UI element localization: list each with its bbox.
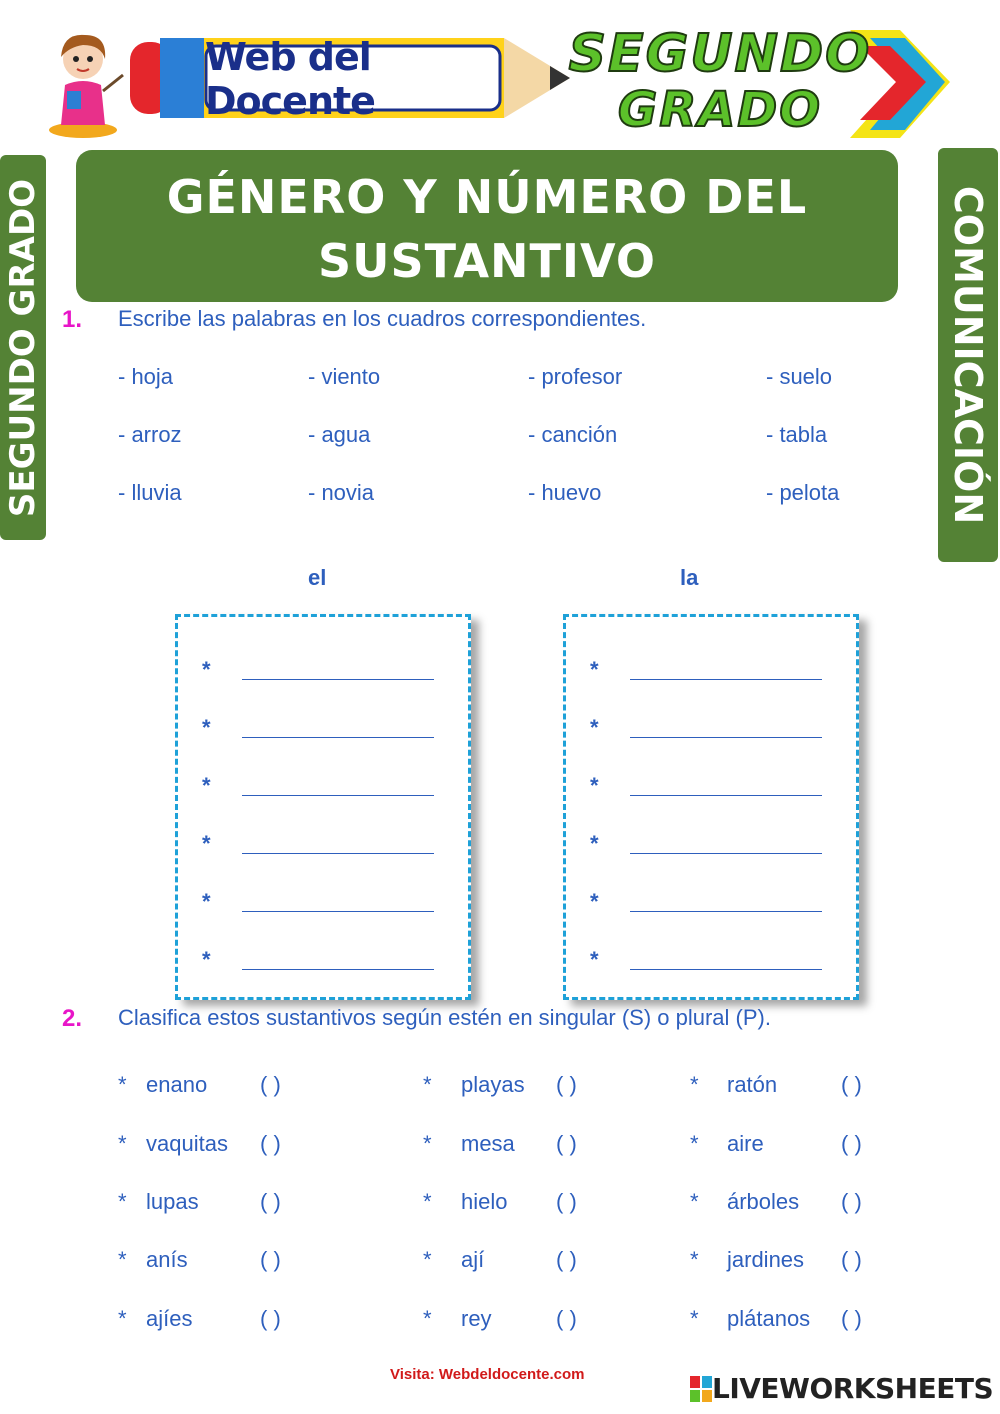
classify-item [118,1306,318,1336]
box-label-la: la [680,565,699,590]
noun-word: mesa [461,1131,515,1156]
word-item: - arroz [118,422,182,447]
bullet-star: * [690,1247,699,1272]
word-item: - hoja [118,364,174,389]
liveworksheets-logo [690,1372,993,1405]
bullet-star: * [590,947,599,972]
word-item: - agua [308,422,371,447]
teacher-illustration [45,25,125,140]
noun-word: anís [146,1247,188,1272]
answer-row[interactable] [202,715,442,745]
answer-paren[interactable]: ( ) [841,1189,862,1214]
word-item: - tabla [766,422,828,447]
answer-line[interactable] [630,853,822,854]
noun-word: hielo [461,1189,508,1214]
answer-row[interactable] [202,773,442,803]
answer-line[interactable] [630,679,822,680]
bullet-star: * [423,1247,432,1272]
noun-word: vaquitas [146,1131,228,1156]
answer-line[interactable] [630,795,822,796]
noun-word: árboles [727,1189,800,1214]
classify-item [423,1189,623,1219]
answer-line[interactable] [242,795,434,796]
bullet-star: * [202,657,211,682]
bullet-star: * [590,889,599,914]
bullet-star: * [590,657,599,682]
bullet-star: * [423,1072,432,1097]
answer-line[interactable] [242,737,434,738]
answer-paren[interactable]: ( ) [841,1072,862,1097]
bullet-star: * [118,1131,127,1156]
answer-paren[interactable]: ( ) [260,1247,281,1272]
word-item: - novia [308,480,375,505]
word-item: - huevo [528,480,602,505]
liveworksheets-text: LIVEWORKSHEETS [712,1372,994,1405]
bullet-star: * [202,773,211,798]
brand-name: Web del Docente [205,35,375,123]
word-item: - profesor [528,364,623,389]
noun-word: ratón [727,1072,778,1097]
answer-paren[interactable]: ( ) [556,1072,577,1097]
answer-row[interactable] [590,889,830,919]
classify-item [690,1131,900,1161]
bullet-star: * [118,1306,127,1331]
answer-box-la [563,614,859,1000]
answer-line[interactable] [242,679,434,680]
classify-item [423,1072,623,1102]
answer-paren[interactable]: ( ) [260,1072,281,1097]
bullet-star: * [202,947,211,972]
answer-line[interactable] [242,911,434,912]
bullet-star: * [690,1131,699,1156]
noun-word: aire [727,1131,764,1156]
classify-item [690,1189,900,1219]
answer-row[interactable] [202,831,442,861]
classify-item [423,1131,623,1161]
answer-row[interactable] [202,889,442,919]
answer-line[interactable] [630,737,822,738]
bullet-star: * [202,831,211,856]
answer-row[interactable] [590,657,830,687]
bullet-star: * [590,715,599,740]
classify-item [423,1306,623,1336]
classify-item [423,1247,623,1277]
answer-row[interactable] [590,715,830,745]
answer-paren[interactable]: ( ) [260,1189,281,1214]
classify-item [118,1247,318,1277]
word-item: - suelo [766,364,833,389]
noun-word: enano [146,1072,208,1097]
bullet-star: * [690,1306,699,1331]
bullet-star: * [202,889,211,914]
word-item: - lluvia [118,480,182,505]
answer-row[interactable] [202,657,442,687]
answer-row[interactable] [202,947,442,977]
answer-paren[interactable]: ( ) [556,1306,577,1331]
bullet-star: * [690,1189,699,1214]
page-title [76,150,898,302]
bullet-star: * [118,1247,127,1272]
bullet-star: * [590,831,599,856]
bullet-star: * [690,1072,699,1097]
answer-paren[interactable]: ( ) [841,1247,862,1272]
exercise-1-instruction: Escribe las palabras en los cuadros correspondientes. [118,306,647,331]
noun-word: rey [461,1306,492,1331]
answer-paren[interactable]: ( ) [556,1131,577,1156]
bullet-star: * [423,1306,432,1331]
classify-item [118,1189,318,1219]
word-item: - pelota [766,480,840,505]
answer-row[interactable] [590,773,830,803]
answer-box-el [175,614,471,1000]
classify-item [690,1072,900,1102]
answer-row[interactable] [590,831,830,861]
liveworksheets-icon [690,1376,712,1402]
classify-item [690,1247,900,1277]
title-line-1: GÉNERO Y NÚMERO DEL [166,170,808,224]
noun-word: ajíes [146,1306,193,1331]
classify-item [118,1131,318,1161]
noun-word: plátanos [727,1306,811,1331]
side-label-left-text: SEGUNDO GRADO [3,178,43,517]
classify-item [118,1072,318,1102]
exercise-2-number: 2. [62,1005,83,1032]
answer-row[interactable] [590,947,830,977]
answer-paren[interactable]: ( ) [260,1131,281,1156]
bullet-star: * [118,1072,127,1097]
side-label-right-text: COMUNICACIÓN [946,185,990,525]
grade-line-1: SEGUNDO [568,24,872,84]
noun-word: playas [461,1072,525,1097]
word-item: - viento [308,364,381,389]
word-item: - canción [528,422,618,447]
exercise-1-number: 1. [62,306,83,333]
bullet-star: * [202,715,211,740]
bullet-star: * [590,773,599,798]
title-line-2: SUSTANTIVO [318,234,656,288]
grade-line-2: GRADO [617,82,823,138]
noun-word: jardines [727,1247,805,1272]
side-label-right [938,148,998,562]
exercise-2-instruction: Clasifica estos sustantivos según estén en singular (S) o plural (P). [118,1005,771,1030]
answer-paren[interactable]: ( ) [260,1306,281,1331]
bullet-star: * [118,1189,127,1214]
side-label-left [0,155,46,540]
noun-word: ají [461,1247,485,1272]
bullet-star: * [423,1131,432,1156]
answer-line[interactable] [630,969,822,970]
answer-line[interactable] [242,969,434,970]
answer-line[interactable] [630,911,822,912]
answer-paren[interactable]: ( ) [556,1247,577,1272]
classify-item [690,1306,900,1336]
bullet-star: * [423,1189,432,1214]
footer-visit-link[interactable]: Visita: Webdeldocente.com [390,1366,585,1383]
box-label-el: el [308,565,327,590]
answer-paren[interactable]: ( ) [841,1131,862,1156]
answer-paren[interactable]: ( ) [556,1189,577,1214]
answer-paren[interactable]: ( ) [841,1306,862,1331]
answer-line[interactable] [242,853,434,854]
noun-word: lupas [146,1189,199,1214]
